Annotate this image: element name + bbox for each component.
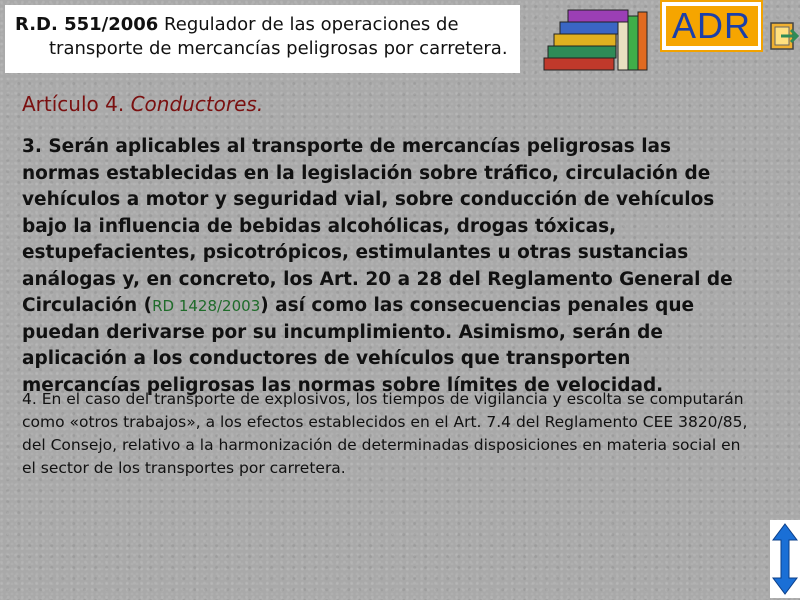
header-code: R.D. 551/2006 (15, 14, 159, 35)
paragraph-3 (22, 134, 752, 399)
reference-link[interactable]: RD 1428/2003 (152, 297, 261, 315)
header-line2: transporte de mercancías peligrosas por carretera. (49, 38, 508, 59)
header-box (5, 5, 520, 73)
paragraph-3-part2: ) así como las consecuencias penales que puedan derivarse por su incumplimiento. Asimismo, serán de aplicación a los conductores de vehículos que transporten mercancías peligrosas las normas sobre límites de velocidad. (22, 295, 695, 396)
up-down-arrows-icon[interactable] (770, 520, 800, 598)
header-title: Regulador de las operaciones de (158, 14, 459, 35)
adr-logo (660, 0, 763, 52)
paragraph-4: 4. En el caso del transporte de explosivos, los tiempos de vigilancia y escolta se computarán como «otros trabajos», a los efectos establecidos en el Art. 7.4 del Reglamento CEE 3820/85, del Consejo, relativo a la harmonización de determinadas disposiciones en materia social en el sector de los transportes por carretera. (22, 390, 748, 477)
header-line1 (15, 13, 510, 37)
exit-icon[interactable] (767, 20, 800, 52)
article-title (22, 92, 263, 116)
paragraph-3-part1: 3. Serán aplicables al transporte de mercancías peligrosas las normas establecidas en la legislación sobre tráfico, circulación de vehículos a motor y seguridad vial, sobre conducción de vehículos bajo la influencia de bebidas alcohólicas, drogas tóxicas, estupefacientes, psicotrópicos, estimulantes u otras sustancias análogas y, en concreto, los Art. 20 a 28 del Reglamento General de Circulación ( (22, 136, 733, 316)
article-prefix: Artículo 4. (22, 92, 131, 116)
adr-logo-text: ADR (666, 6, 758, 46)
article-name: Conductores. (130, 92, 264, 116)
books-icon (538, 2, 648, 74)
